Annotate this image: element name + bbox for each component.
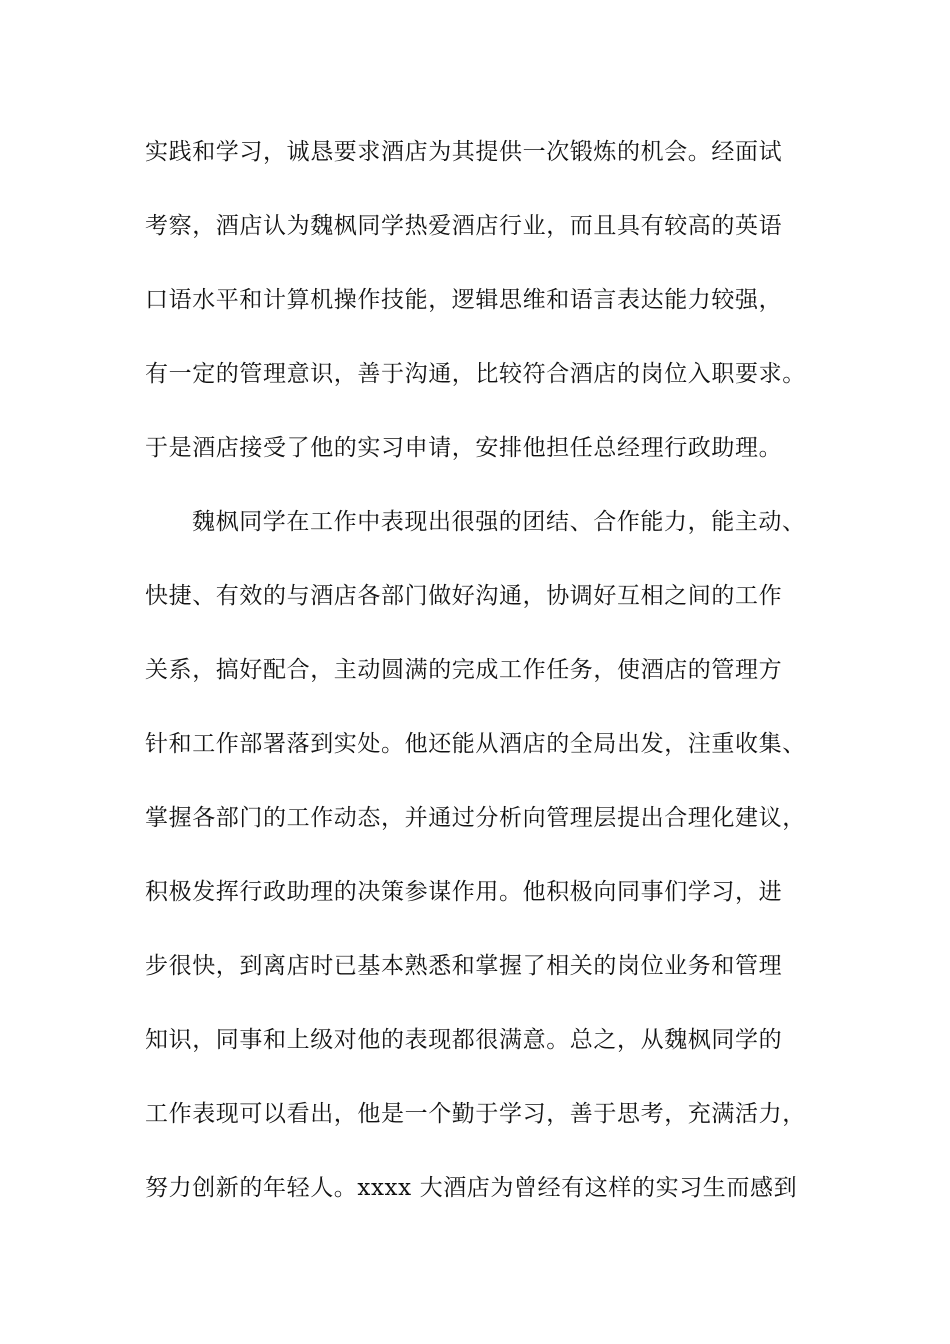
text-line: 口语水平和计算机操作技能，逻辑思维和语言表达能力较强，: [145, 287, 783, 313]
paragraph-start-line: 魏枫同学在工作中表现出很强的团结、合作能力，能主动、: [192, 509, 806, 535]
document-body: [145, 130, 845, 1240]
text-line: 考察，酒店认为魏枫同学热爱酒店行业，而且具有较高的英语: [145, 213, 783, 239]
text-line: 努力创新的年轻人。xxxx 大酒店为曾经有这样的实习生而感到: [145, 1175, 798, 1201]
text-line: 于是酒店接受了他的实习申请，安排他担任总经理行政助理。: [145, 435, 783, 461]
text-line: 积极发挥行政助理的决策参谋作用。他积极向同事们学习，进: [145, 879, 783, 905]
text-line: 实践和学习，诚恳要求酒店为其提供一次锻炼的机会。经面试: [145, 139, 783, 165]
text-line: 知识，同事和上级对他的表现都很满意。总之，从魏枫同学的: [145, 1027, 783, 1053]
text-line: 步很快，到离店时已基本熟悉和掌握了相关的岗位业务和管理: [145, 953, 783, 979]
text-line: 工作表现可以看出，他是一个勤于学习，善于思考，充满活力，: [145, 1101, 806, 1127]
text-line: 有一定的管理意识，善于沟通，比较符合酒店的岗位入职要求。: [145, 361, 806, 387]
text-line: 快捷、有效的与酒店各部门做好沟通，协调好互相之间的工作: [145, 583, 783, 609]
text-line: 针和工作部署落到实处。他还能从酒店的全局出发，注重收集、: [145, 731, 806, 757]
text-line: 关系，搞好配合，主动圆满的完成工作任务，使酒店的管理方: [145, 657, 783, 683]
text-line: 掌握各部门的工作动态，并通过分析向管理层提出合理化建议，: [145, 805, 806, 831]
